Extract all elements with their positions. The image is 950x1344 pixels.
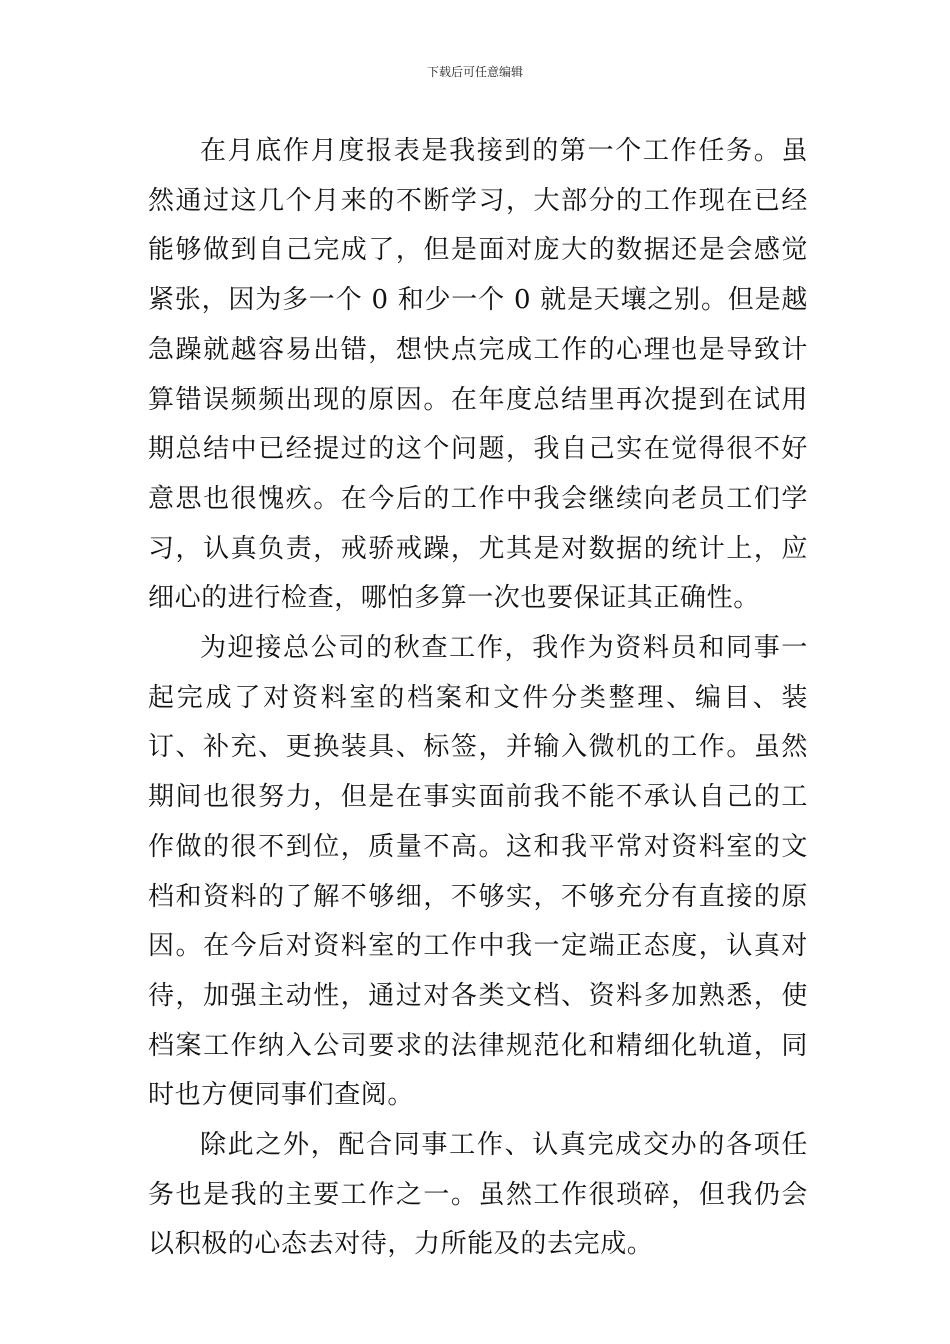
body-paragraph-2: 为迎接总公司的秋查工作，我作为资料员和同事一起完成了对资料室的档案和文件分类整理、编目、装订、补充、更换装具、标签，并输入微机的工作。虽然期间也很努力，但是在事实面前我不能不承认自己的工作做的很不到位，质量不高。这和我平常对资料室的文档和资料的了解不够细，不够实，不够充分有直接的原因。在今后对资料室的工作中我一定端正态度，认真对待，加强主动性，通过对各类文档、资料多加熟悉，使档案工作纳入公司要求的法律规范化和精细化轨道，同时也方便同事们查阅。: [148, 633, 808, 1111]
document-body: [148, 127, 808, 1270]
page-header: 下载后可任意编辑: [426, 65, 523, 79]
body-paragraph-1: 在月底作月度报表是我接到的第一个工作任务。虽然通过这几个月来的不断学习，大部分的工作现在已经能够做到自己完成了，但是面对庞大的数据还是会感觉紧张，因为多一个 0 和少一个 0 就是天壤之别。但是越急躁就越容易出错，想快点完成工作的心理也是导致计算错误频频出现的原因。在年度总结里再次提到在试用期总结中已经提过的这个问题，我自己实在觉得很不好意思也很愧疚。在今后的工作中我会继续向老员工们学习，认真负责，戒骄戒躁，尤其是对数据的统计上，应细心的进行检查，哪怕多算一次也要保证其正确性。: [148, 136, 808, 614]
body-paragraph-3: 除此之外，配合同事工作、认真完成交办的各项任务也是我的主要工作之一。虽然工作很琐碎，但我仍会以积极的心态去对待，力所能及的去完成。: [148, 1130, 808, 1260]
